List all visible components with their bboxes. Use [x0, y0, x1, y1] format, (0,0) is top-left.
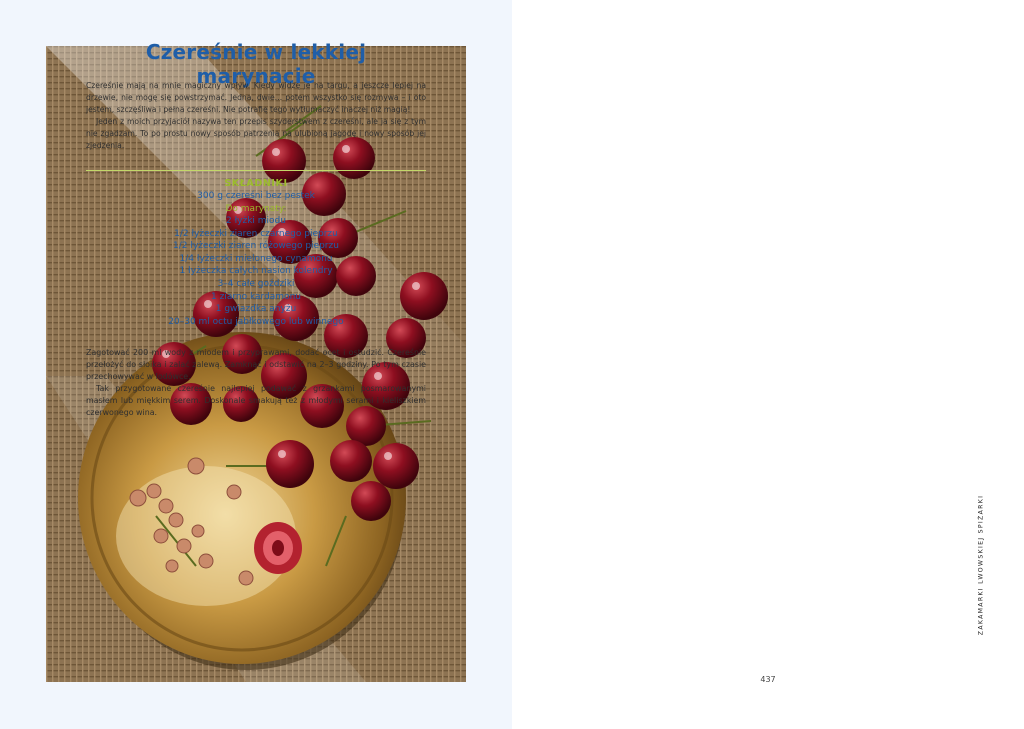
recipe-title: Czereśnie w lekkiej marynacie: [145, 40, 367, 88]
method-paragraph: Tak przygotowane czereśnie najlepiej podawać z grzankami posmarowanymi masłem lub miękkim serem. Doskonale smakują też z młodymi serami i kieliszkiem czerwonego wina.: [86, 383, 426, 417]
method-paragraph: Zagotować 200 ml wody z miodem i przyprawami, dodać ocet i ostudzić. Czereśnie przełożyć do słoika i zalać zalewą. Zamknąć i odstawić na 2–3 godziny. Po tym czasie przechowywać w lodówce.: [86, 348, 426, 381]
ingredient-item: 1/4 łyżeczki mielonego cynamonu: [179, 253, 333, 264]
intro-paragraph: Czereśnie mają na mnie magiczny wpływ. Kiedy widzę je na targu, a jeszcze lepiej na drzewie, nie mogę się powstrzymać. Jedna, dwie… potem wszystko się rozmywa – i oto jestem, szczęśliwa i pełna czereśni. Nie potrafię tego wytłumaczyć inaczej niż magią!: [86, 81, 426, 114]
divider: [86, 170, 426, 171]
ingredient-item: 3–4 całe goździki: [217, 279, 295, 290]
ingredient-item: 1 ziarno kardamonu: [211, 291, 301, 302]
ingredient-item: 1 łyżeczka całych nasion kolendry: [179, 266, 333, 277]
ingredients-list: [86, 177, 426, 328]
intro-paragraph: Jeden z moich przyjaciół nazywa ten przepis szyderstwem z czereśni, ale ja się z tym nie zgadzam. To po prostu nowy sposób patrzenia na ulubioną jagodę i nowy sposób jej zjedzenia.: [86, 116, 426, 150]
ingredient-item: 2 łyżki miodu: [226, 216, 286, 227]
ingredient-item: 20–30 ml octu jabłkowego lub winnego: [168, 316, 344, 327]
ingredient-item: 1/2 łyżeczki ziaren różowego pieprzu: [173, 241, 339, 252]
ingredient-item: 1 gwiazdka anyżu: [215, 304, 297, 315]
book-title-vertical: [974, 490, 988, 640]
marinade-heading: Do marynaty:: [225, 203, 287, 214]
page-number: 437: [760, 675, 776, 684]
recipe-method: [86, 347, 426, 418]
main-ingredient: 300 g czereśni bez pestek: [197, 191, 315, 201]
book-title-text: ZAKAMARKI LWOWSKIEJ SPIŻARKI: [977, 494, 985, 636]
ingredients-heading: SKŁADNIKI: [224, 178, 288, 189]
ingredient-item: 1/2 łyżeczki ziaren czarnego pieprzu: [174, 228, 338, 239]
right-page: [512, 0, 1024, 729]
recipe-intro: [86, 80, 426, 151]
